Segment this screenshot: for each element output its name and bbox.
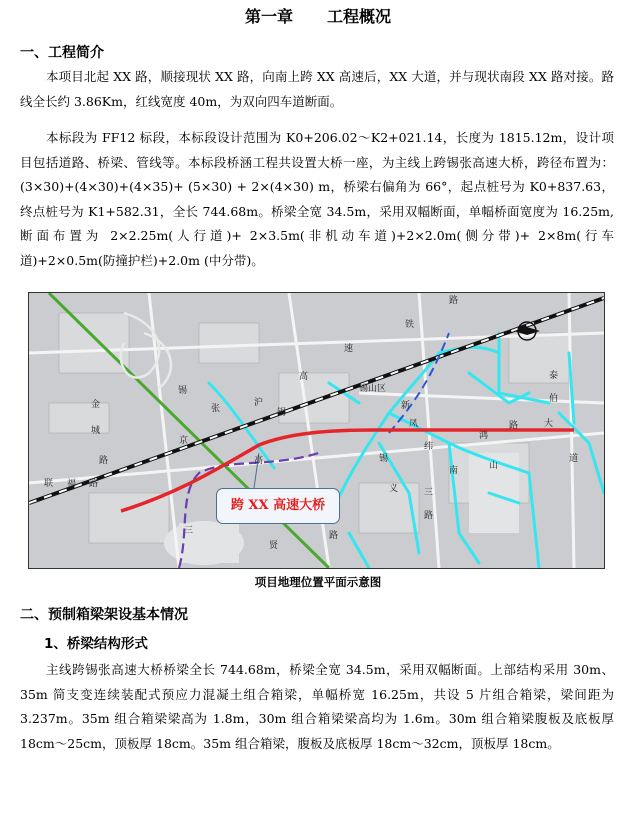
map-label: 道 — [569, 454, 579, 464]
map-label: 锡 — [379, 454, 389, 464]
map-label: 纬 — [424, 442, 434, 452]
map-label: 高 — [254, 456, 264, 466]
subsection-heading-structure: 1、桥梁结构形式 — [44, 636, 148, 652]
chapter-name: 工程概况 — [327, 7, 392, 26]
map-label: 路 — [424, 511, 434, 521]
map-label: 铁 — [405, 320, 415, 330]
map-label: 联 — [44, 479, 54, 489]
section-heading-intro: 一、工程简介 — [20, 45, 104, 61]
map-label: 路 — [329, 531, 339, 541]
map-label: 高 — [299, 372, 309, 382]
map-label: 伯 — [549, 394, 559, 404]
intro-paragraph-2: 本标段为 FF12 标段，本标段设计范围为 K0+206.02～K2+021.14，长度为 1815.12m，设计项目包括道路、桥梁、管线等。本标段桥涵工程共设置大桥一座，为主线上跨锡张高速大桥，跨径布置为：(3×30)+(4×30)+(4×35)+ (5×30) + 2×(4×30) m，桥梁右偏角为 66°，起点桩号为 K0+837.63，终点桩号为 K1+582.31，全长 744.68m。桥梁全宽 34.5m，采用双幅断面，单幅桥面宽度为 16.25m,断面布置为 2×2.25m(人行道)+ 2×3.5m(非机动车道)+2×2.0m(侧分带)+ 2×8m(行车道)+2×0.5m(防撞护栏)+2.0m (中分带)。 — [20, 130, 614, 268]
map-label: 路 — [449, 296, 459, 306]
map-label: 义 — [389, 484, 399, 494]
map-label: 锡山区 — [359, 384, 387, 394]
map-label: 新 — [401, 401, 411, 411]
map-label: 三 — [184, 526, 194, 536]
map-label: 张 — [211, 404, 221, 414]
map-label: 山 — [489, 461, 499, 471]
map-label: 路 — [509, 421, 519, 431]
structure-paragraph: 主线跨锡张高速大桥桥梁全长 744.68m，桥梁全宽 34.5m，采用双幅断面。上部结构采用 30m、35m 简支变连续装配式预应力混凝土组合箱梁，单幅桥宽 16.25m，共设 5 片组合箱梁，梁间距为 3.237m。35m 组合箱梁梁高为 1.8m，30m 组合箱梁梁高均为 1.6m。30m 组合箱梁腹板及底板厚 18cm～25cm，顶板厚 18cm。35m 组合箱梁，腹板及底板厚 18cm～32cm，顶板厚 18cm。 — [20, 662, 614, 751]
map-label: 鸿 — [479, 431, 489, 441]
intro-paragraph-1: 本项目北起 XX 路，顺接现状 XX 路，向南上跨 XX 高速后，XX 大道，并与现状南段 XX 路对接。路线全长约 3.86Km，红线宽度 40m，为双向四车道断面。 — [20, 69, 614, 109]
chapter-title — [0, 4, 636, 27]
map-label: 凤 — [409, 419, 419, 429]
map-label: 大 — [544, 419, 554, 429]
chapter-number: 第一章 — [244, 7, 293, 26]
map-label: 锡 — [277, 408, 287, 418]
map-label: 路 — [99, 456, 109, 466]
map-label: 沪 — [254, 398, 264, 408]
map-label: 贤 — [269, 541, 279, 551]
map-label: 城 — [91, 426, 101, 436]
map-label: 三 — [424, 488, 434, 498]
map-label: 南 — [449, 466, 459, 476]
map-graphic — [29, 293, 604, 568]
map-label: 锡 — [178, 386, 188, 396]
bridge-callout: 跨 XX 高速大桥 — [216, 488, 340, 524]
map-label: 泰 — [549, 371, 559, 381]
map-label: 京 — [179, 436, 189, 446]
map-label: 速 — [344, 344, 354, 354]
section-heading-beams: 二、预制箱梁架设基本情况 — [20, 607, 188, 623]
map-label: 福 — [67, 479, 77, 489]
map-label: 路 — [89, 479, 99, 489]
figure-caption: 项目地理位置平面示意图 — [254, 575, 382, 589]
location-map — [28, 292, 605, 569]
map-label: 金 — [91, 400, 101, 410]
